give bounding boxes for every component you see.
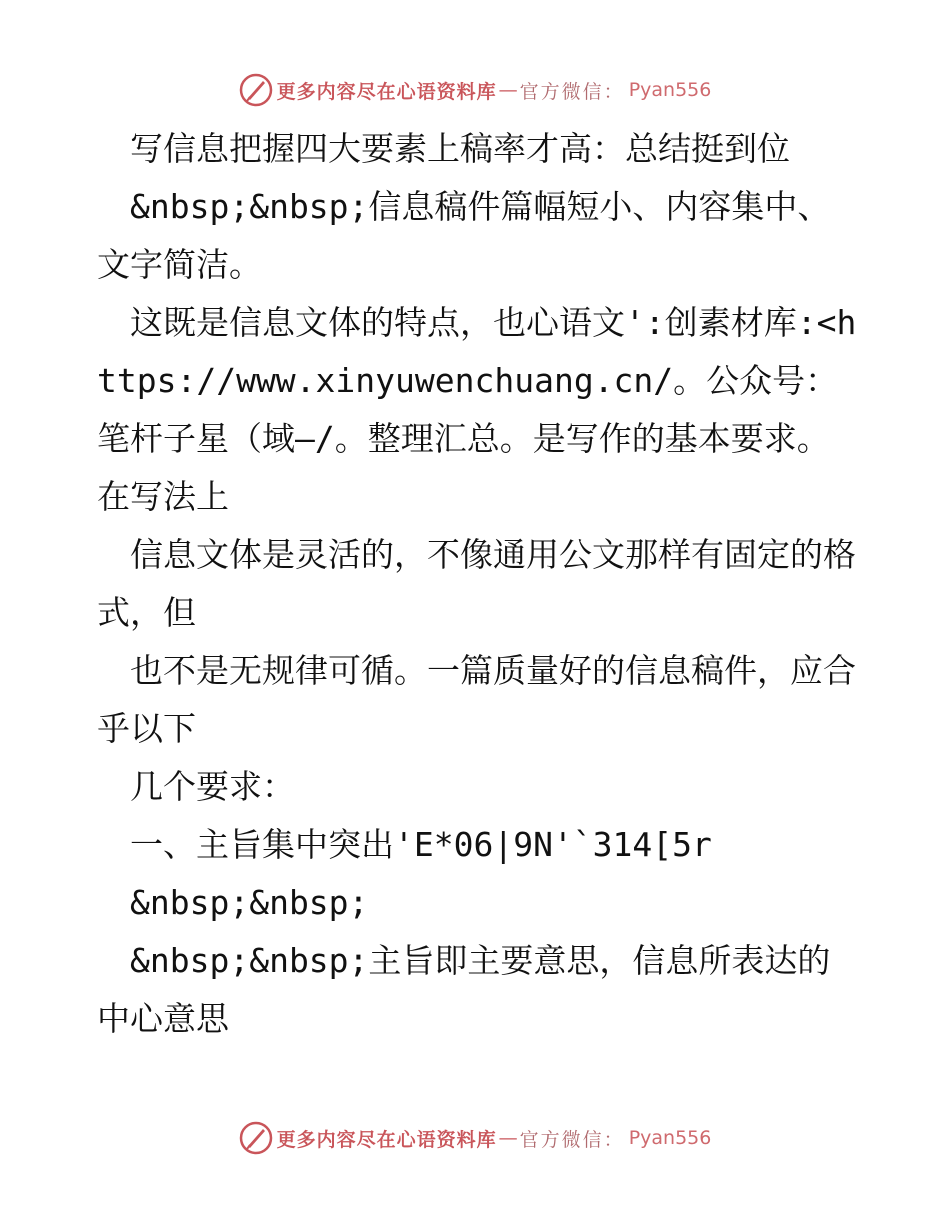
paragraph: &nbsp;&nbsp;信息稿件篇幅短小、内容集中、文字简洁。	[97, 187, 831, 284]
quill-logo-icon	[239, 73, 273, 107]
quill-logo-icon	[239, 1121, 273, 1155]
watermark-separator: —	[498, 79, 518, 101]
paragraph: 信息文体是灵活的，不像通用公文那样有固定的格式，但	[97, 535, 856, 632]
paragraph: &nbsp;&nbsp;主旨即主要意思，信息所表达的中心意思	[97, 941, 831, 1038]
watermark-brand: 更多内容尽在心语资料库	[276, 1128, 497, 1151]
watermark-separator: —	[498, 1127, 518, 1149]
paragraph: &nbsp;&nbsp;	[97, 883, 369, 922]
watermark-brand: 更多内容尽在心语资料库	[276, 80, 497, 103]
paragraph: 写信息把握四大要素上稿率才高：总结挺到位	[97, 129, 790, 168]
paragraph: 几个要求：	[97, 767, 295, 806]
watermark-wechat-label: 官方微信：	[519, 1128, 625, 1151]
paragraph: 也不是无规律可循。一篇质量好的信息稿件，应合乎以下	[97, 651, 856, 748]
paragraph: 这既是信息文体的特点，也心语文':创素材库:<https://www.xinyuwenchuang.cn/。公众号：笔杆子星（域—/。整理汇总。是写作的基本要求。在写法上	[97, 303, 857, 516]
watermark-wechat-label: 官方微信：	[519, 80, 625, 103]
document-body	[97, 120, 857, 1048]
paragraph: 一、主旨集中突出'E*06|9N'`314[5r	[97, 825, 712, 864]
footer-watermark	[0, 1118, 950, 1158]
watermark-handle: Pyan556	[628, 1127, 712, 1149]
header-watermark	[0, 70, 950, 110]
watermark-handle: Pyan556	[628, 79, 712, 101]
